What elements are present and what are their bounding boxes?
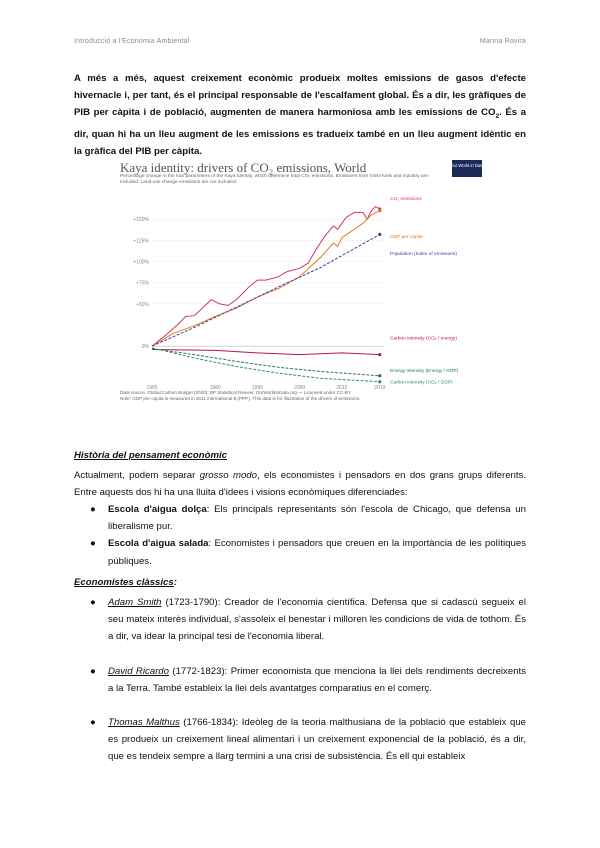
list-item: ● Escola d'aigua dolça: Els principals representants són l'escola de Chicago, que defensa un liberalisme pur. [74,501,526,535]
section-classics-title: Economistes clàssics: [74,577,177,588]
chart-grid [152,219,384,346]
x-tick-label: 1965 [146,385,158,391]
series-line [152,207,380,347]
bullet-icon: ● [90,597,96,608]
kaya-chart-svg [118,158,484,410]
series-label: Population (Index of emissions) [390,252,457,258]
list-item: ● Adam Smith (1723-1790): Creador de l'economia científica. Defensa que si cadascú segueix el seu mateix interès individual, s'assoleix el benestar i milloren les condicions de vida de tothom. És a dir, va idear la principal tesi de l'economia liberal. [74,594,526,646]
chart-subtitle: Percentage change in the four parameters of the Kaya Identity, which determine total CO₂ emissions. Emissions from fossil fuels and industry are included. Land-use change emissions are not included. [120,174,428,185]
series-label: Carbon intensity (CO₂ / GDP) [390,380,453,386]
david-ricardo-link[interactable]: David Ricardo [108,665,169,677]
bullet-icon: ● [90,665,96,677]
intro-paragraph: A més a més, aquest creixement econòmic produeix moltes emissions de gasos d'efecte hivernacle i, per tant, és el principal responsable de l'escalfament global. És a dir, les gràfiques de PIB per càpita i de població, augmenten de manera harmoniosa amb les emissions de $CO_2$. És a dir, quan hi ha un lleu augment de les emissions es tradueix també en un lleu augment idèntic en la gràfica del PIB per càpita. [74,73,526,157]
series-label: CO₂ emissions [390,197,422,202]
series-end-point [378,380,381,383]
series-label: GDP per capita [390,235,423,241]
owid-logo-text: Our World in Data [450,163,484,168]
series-end-point [378,233,381,236]
x-tick-label: 2000 [294,385,306,391]
header-right: Marina Rovira [479,38,526,45]
series-end-point [378,209,381,212]
schools-list [74,501,526,570]
kaya-chart [118,158,484,410]
x-tick-label: 1990 [251,385,264,391]
bullet-icon: ● [90,538,96,550]
list-item: ● David Ricardo (1772-1823): Primer economista que menciona la llei dels rendiments decreixents a la Terra. També estableix la llei dels avantatges comparatius en el comerç. [74,663,526,697]
chart-footer-note: Note: GDP per capita is measured in 2011 international-$ (PPP). This data is for illustration of the drivers of emissions. [120,396,361,401]
series-label: Carbon intensity (CO₂ / energy) [390,336,457,342]
economists-list [74,594,526,766]
x-tick-label: 1980 [209,385,221,391]
list-item: ● Thomas Malthus (1766-1834): Ideòleg de la teoria malthusiana de la població que estableix que es produeix un creixement lineal alimentari i un creixement exponencial de la població, és a dir, que es tendeix sempre a llarg termini a una crisi de subsistència. És ell qui estableix [74,714,526,766]
list-item: ● Escola d'aigua salada: Economistes i pensadors que creuen en la importància de les polítiques públiques. [74,535,526,569]
y-tick-label: 0% [141,344,149,351]
y-tick-label: +50% [136,301,149,308]
series-label: Energy intensity (Energy / GDP) [390,368,459,374]
chart-title: Kaya identity: drivers of CO₂ emissions, World [120,160,367,175]
chart-footer-source: Data source: Global Carbon Budget (2020); BP Statistical Review; OurWorldInData.org — Licensed under CC-BY [120,390,351,395]
series-end-point [378,353,381,356]
series-line [152,234,380,346]
series-end-point [378,374,381,377]
y-tick-label: +100% [133,259,149,266]
chart-y-ticks [133,217,149,350]
chart-series-labels [390,196,459,386]
x-tick-label: 2019 [374,385,386,391]
header-left: Introducció a l'Economia Ambiental [74,38,190,45]
bullet-icon: ● [90,504,96,515]
thomas-malthus-link[interactable]: Thomas Malthus [108,717,180,729]
section-history-title: Història del pensament econòmic [74,450,228,461]
adam-smith-link[interactable]: Adam Smith [108,597,162,608]
x-tick-label: 2010 [336,385,348,391]
chart-lines [152,207,381,384]
series-line [152,211,380,346]
y-tick-label: +75% [136,280,149,287]
y-tick-label: +125% [133,238,149,245]
section-history-intro: Actualment, podem separar grosso modo, els economistes i pensadors en dos grans grups diferents. Entre aquests dos hi ha una lluita d'idees i visions econòmiques diferenciades: [74,470,526,499]
y-tick-label: +150% [133,217,149,224]
series-line [152,350,380,355]
bullet-icon: ● [90,717,96,729]
